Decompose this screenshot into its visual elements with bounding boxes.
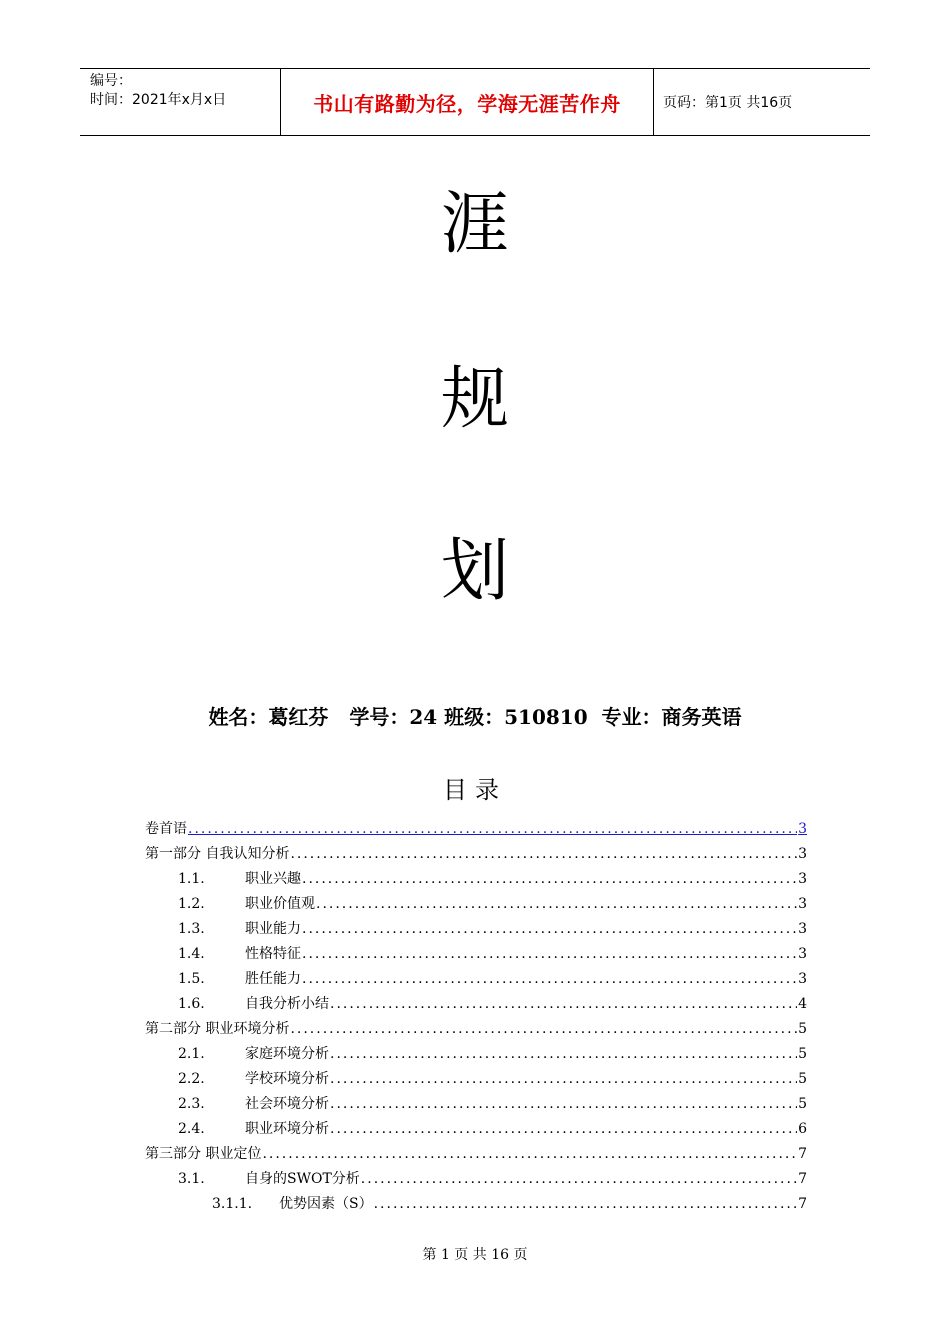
- toc-entry-page: 7: [798, 1146, 807, 1162]
- toc-entry-label: 第二部分 职业环境分析: [145, 1021, 290, 1037]
- toc-entry-label: 职业兴趣: [245, 871, 301, 887]
- toc-entry[interactable]: [145, 967, 807, 992]
- toc-leader-dots: [330, 1117, 797, 1142]
- toc-entry-label: 职业能力: [245, 921, 301, 937]
- toc-leader-dots: [330, 1092, 797, 1117]
- toc-entry[interactable]: [145, 1142, 807, 1167]
- toc-leader-dots: [374, 1192, 797, 1217]
- toc-entry-number: 3.1.: [178, 1171, 205, 1187]
- toc-entry[interactable]: [145, 1192, 807, 1217]
- toc-entry-page: 3: [798, 971, 807, 987]
- toc-entry-number: 1.1.: [178, 871, 205, 887]
- toc-entry[interactable]: [145, 1042, 807, 1067]
- toc-entry-label: 性格特征: [245, 946, 301, 962]
- toc-entry-label: 学校环境分析: [245, 1071, 329, 1087]
- toc-entry-label: 卷首语: [145, 821, 187, 837]
- toc-entry[interactable]: [145, 1017, 807, 1042]
- page-header: [80, 68, 870, 136]
- toc-leader-dots: [316, 892, 797, 917]
- toc-entry-page: 7: [798, 1171, 807, 1187]
- header-date-label: 时间：2021年x月x日: [90, 92, 227, 108]
- toc-entry[interactable]: [145, 892, 807, 917]
- toc-entry-page: 3: [798, 896, 807, 912]
- toc-leader-dots: [302, 917, 797, 942]
- toc-entry-page: 3: [798, 871, 807, 887]
- toc-entry[interactable]: [145, 1092, 807, 1117]
- toc-entry-label: 自我分析小结: [245, 996, 329, 1012]
- toc-entry-page: 4: [798, 996, 807, 1012]
- toc-entry-label: 家庭环境分析: [245, 1046, 329, 1062]
- toc-entry[interactable]: [145, 917, 807, 942]
- toc-leader-dots: [330, 1067, 797, 1092]
- toc-entry-label: 胜任能力: [245, 971, 301, 987]
- toc-entry-label: 自身的SWOT分析: [245, 1171, 360, 1187]
- page-footer: 第 1 页 共 16 页: [422, 1247, 528, 1263]
- toc-entry-page: 3: [798, 921, 807, 937]
- toc-entry-number: 2.1.: [178, 1046, 205, 1062]
- table-of-contents: [145, 817, 807, 1217]
- toc-leader-dots: [262, 1142, 797, 1167]
- toc-title: 目录: [443, 776, 507, 804]
- toc-leader-dots: [302, 942, 797, 967]
- toc-leader-dots: [330, 992, 797, 1017]
- toc-entry-number: 1.6.: [178, 996, 205, 1012]
- toc-entry-page: 3: [798, 821, 807, 837]
- toc-entry[interactable]: [145, 867, 807, 892]
- toc-entry-page: 5: [798, 1021, 807, 1037]
- toc-entry-label: 优势因素（S）: [279, 1196, 373, 1212]
- toc-entry-page: 6: [798, 1121, 807, 1137]
- toc-entry-page: 7: [798, 1196, 807, 1212]
- toc-entry-number: 2.3.: [178, 1096, 205, 1112]
- toc-leader-dots: [302, 867, 797, 892]
- toc-entry[interactable]: [145, 842, 807, 867]
- toc-leader-dots: [361, 1167, 797, 1192]
- toc-entry[interactable]: [145, 1067, 807, 1092]
- header-number-label: 编号：: [90, 73, 132, 89]
- toc-entry-number: 2.2.: [178, 1071, 205, 1087]
- toc-entry-number: 1.2.: [178, 896, 205, 912]
- toc-entry-label: 第一部分 自我认知分析: [145, 846, 290, 862]
- toc-entry[interactable]: [145, 1167, 807, 1192]
- toc-entry-label: 职业价值观: [245, 896, 315, 912]
- toc-entry-label: 第三部分 职业定位: [145, 1146, 262, 1162]
- toc-entry[interactable]: [145, 942, 807, 967]
- header-page-info: 页码：第1页 共16页: [663, 95, 793, 111]
- toc-leader-dots: [302, 967, 797, 992]
- toc-entry-number: 1.5.: [178, 971, 205, 987]
- toc-entry-label: 职业环境分析: [245, 1121, 329, 1137]
- toc-entry[interactable]: [145, 817, 807, 842]
- toc-entry[interactable]: [145, 1117, 807, 1142]
- toc-entry-page: 5: [798, 1046, 807, 1062]
- toc-entry-page: 5: [798, 1071, 807, 1087]
- toc-entry-label: 社会环境分析: [245, 1096, 329, 1112]
- toc-leader-dots: [290, 1017, 797, 1042]
- header-meta-cell: [80, 69, 281, 135]
- toc-entry-number: 1.3.: [178, 921, 205, 937]
- title-char-1: 涯: [440, 185, 509, 264]
- header-motto: 书山有路勤为径，学海无涯苦作舟: [281, 69, 654, 135]
- toc-leader-dots: [188, 817, 797, 842]
- toc-entry[interactable]: [145, 992, 807, 1017]
- title-char-3: 划: [440, 532, 509, 611]
- toc-entry-number: 1.4.: [178, 946, 205, 962]
- toc-leader-dots: [290, 842, 797, 867]
- toc-entry-page: 3: [798, 846, 807, 862]
- toc-entry-number: 3.1.1.: [212, 1196, 253, 1212]
- student-info: 姓名：葛红芬 学号：24 班级：510810 专业：商务英语: [208, 705, 742, 729]
- toc-entry-page: 3: [798, 946, 807, 962]
- title-char-2: 规: [440, 360, 509, 439]
- toc-entry-number: 2.4.: [178, 1121, 205, 1137]
- toc-leader-dots: [330, 1042, 797, 1067]
- toc-entry-page: 5: [798, 1096, 807, 1112]
